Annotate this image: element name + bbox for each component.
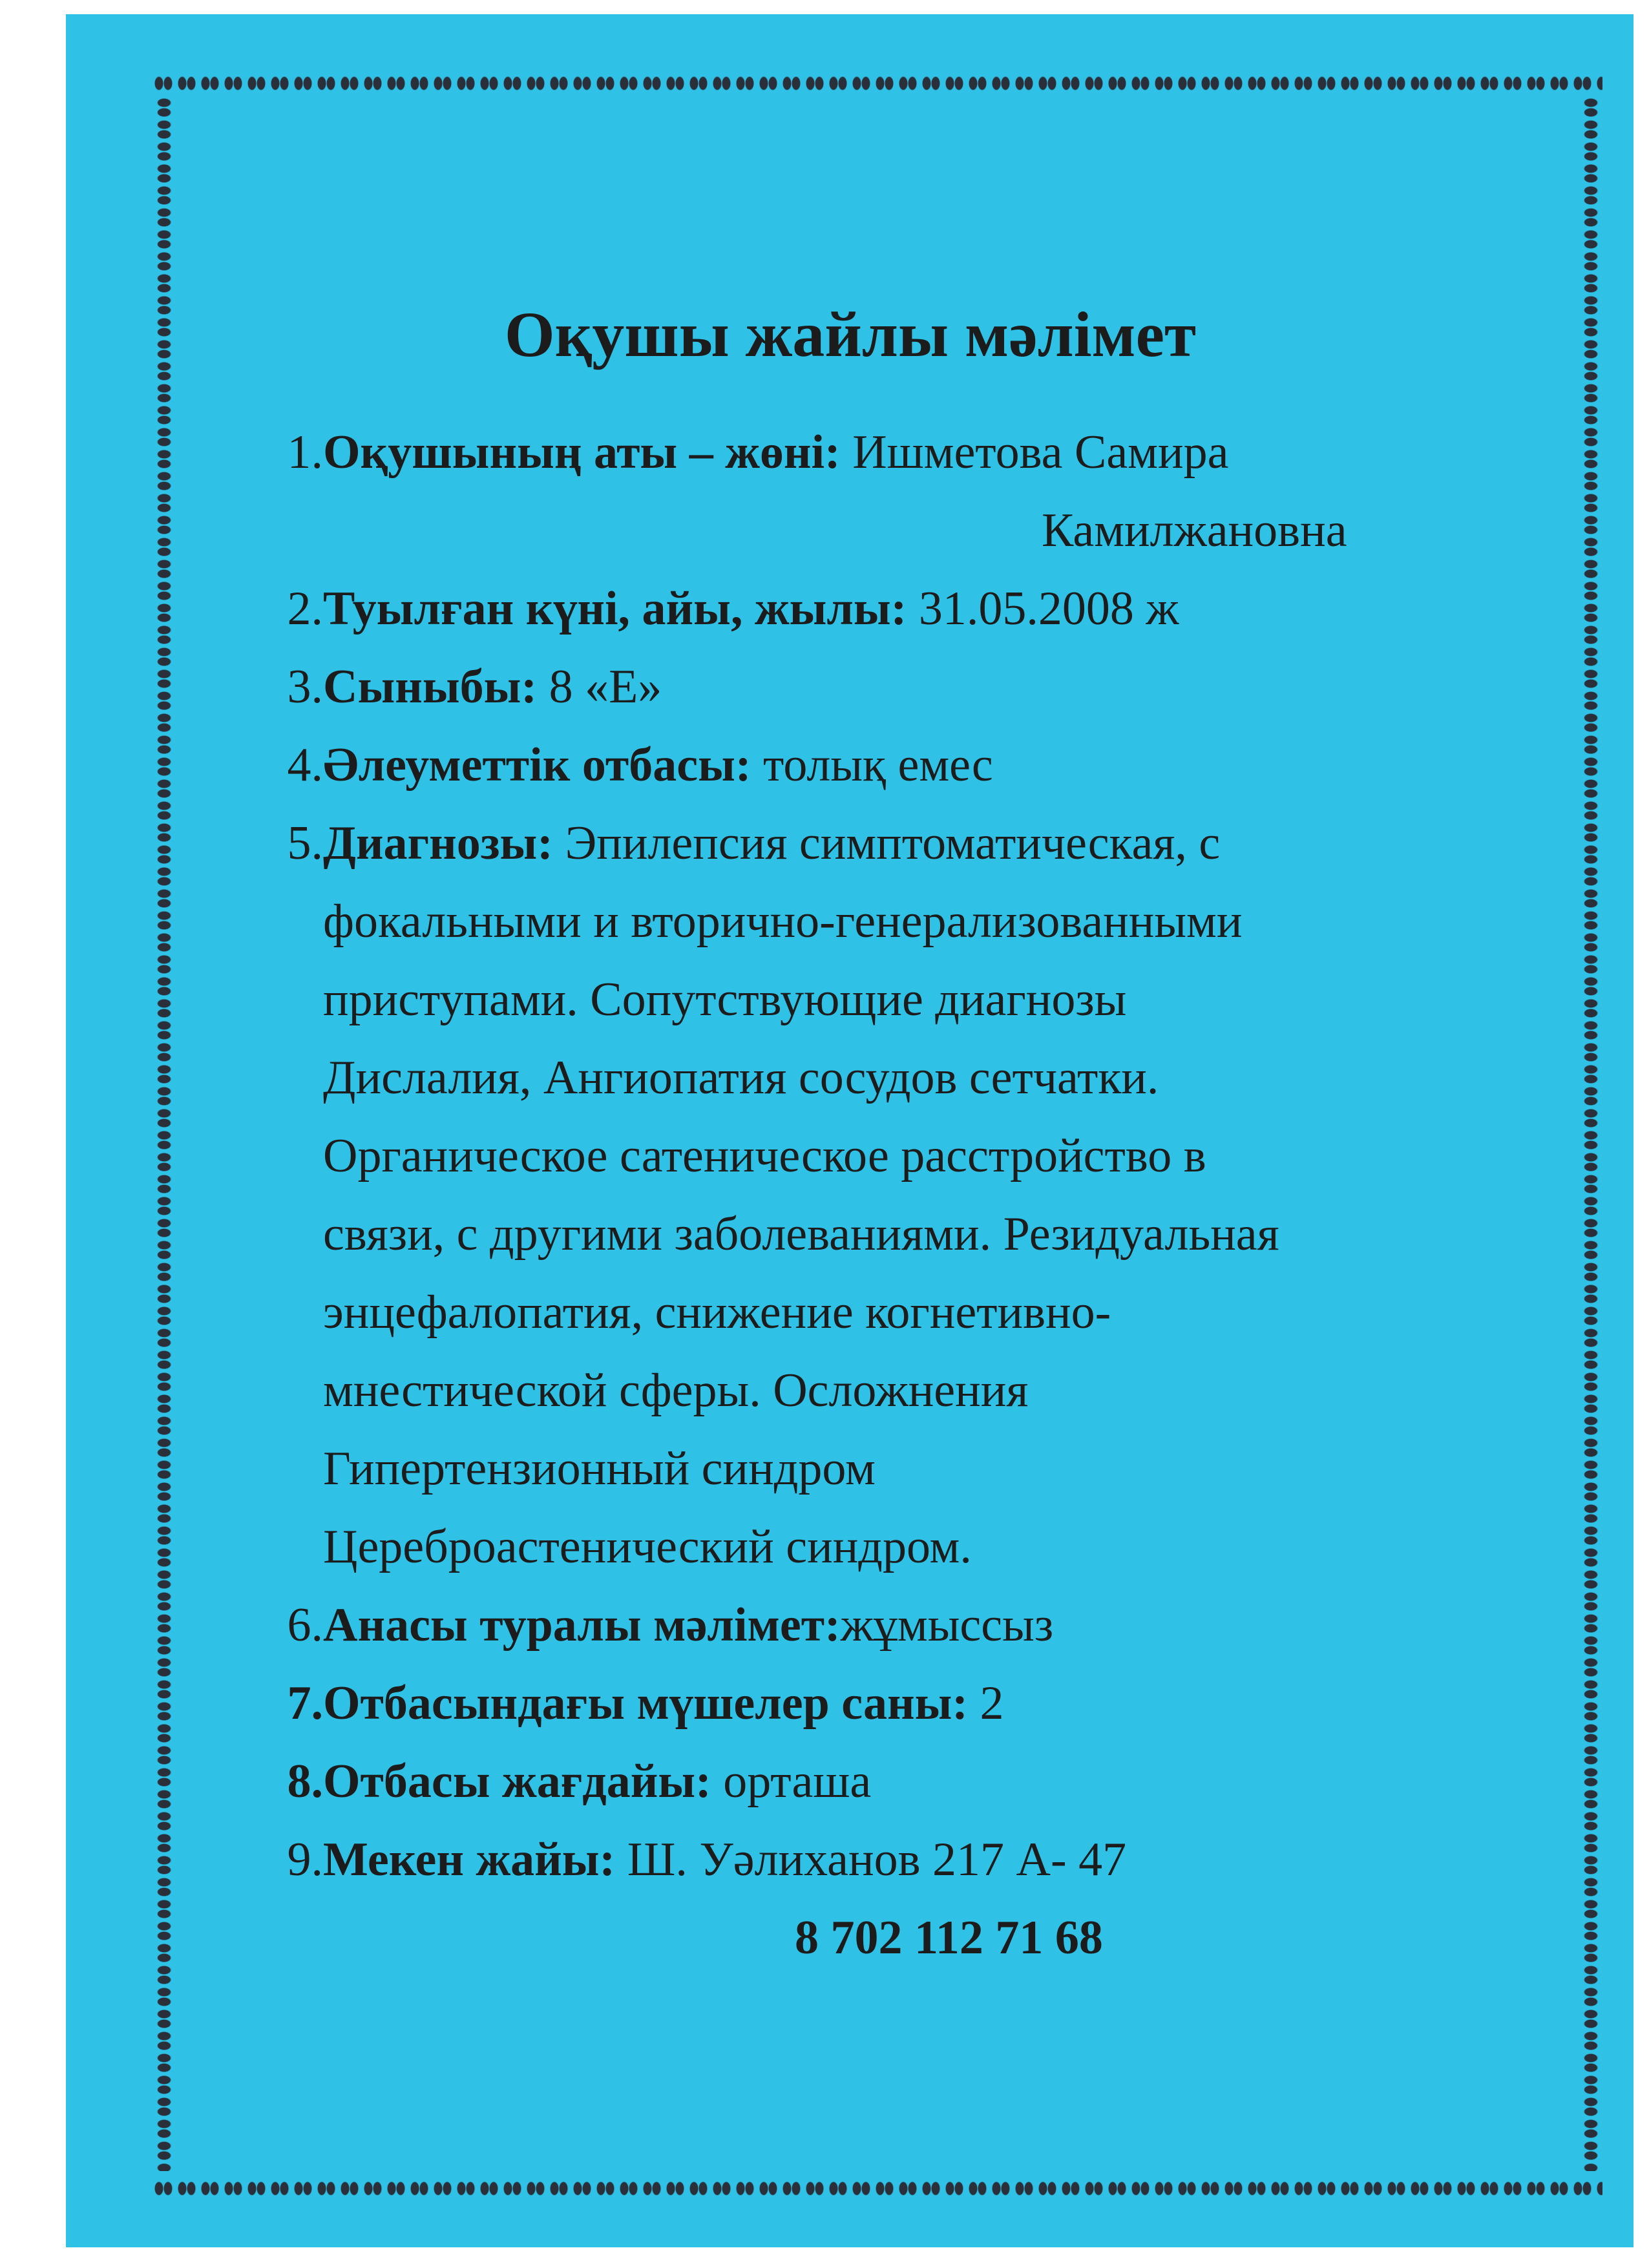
item-number: 8. [287, 1755, 323, 1808]
item-number: 5. [287, 817, 323, 870]
item-value: орташа [711, 1755, 872, 1808]
item-number: 2. [287, 582, 323, 635]
item-value: Ш. Уәлиханов 217 А- 47 [615, 1833, 1127, 1886]
item-value: 8 «Е» [537, 660, 662, 713]
item-label: Отбасы жағдайы: [323, 1755, 711, 1808]
item-number: 6. [287, 1599, 323, 1652]
diagnosis-line: Цереброастенический синдром. [323, 1520, 972, 1573]
item-value: жұмыссыз [840, 1599, 1054, 1652]
item-address [258, 1821, 1551, 1977]
item-value: Ишметова Самира [840, 426, 1229, 479]
item-value: Эпилепсия симптоматическая, с [552, 817, 1221, 870]
item-social-family [258, 726, 1551, 804]
item-value: 31.05.2008 ж [907, 582, 1179, 635]
item-value: толық емес [751, 739, 993, 792]
item-label: Әлеуметтік отбасы: [323, 739, 751, 792]
student-info-list [258, 414, 1551, 1977]
item-birth-date [258, 570, 1551, 648]
item-value-continued: Камилжановна [1042, 504, 1347, 557]
diagnosis-line: Органическое сатеническое расстройство в [323, 1129, 1206, 1182]
item-label: Анасы туралы мәлімет: [323, 1599, 841, 1652]
item-mother-info [258, 1586, 1551, 1664]
phone-number: 8 702 112 71 68 [795, 1911, 1103, 1964]
item-number: 3. [287, 660, 323, 713]
item-diagnosis [258, 804, 1551, 1586]
decorative-border-top [152, 72, 1602, 94]
item-label: Отбасындағы мүшелер саны: [323, 1677, 969, 1730]
decorative-border-right [1579, 97, 1602, 2171]
diagnosis-line: приступами. Сопутствующие диагнозы [323, 973, 1127, 1026]
decorative-border-bottom [152, 2178, 1602, 2200]
page-title: Оқушы жайлы мәлімет [504, 299, 1197, 370]
item-label: Туылған күні, айы, жылы: [323, 582, 907, 635]
item-value: 2 [968, 1677, 1004, 1730]
diagnosis-line: Гипертензионный синдром [323, 1442, 876, 1495]
diagnosis-line: фокальными и вторично-генерализованными [323, 895, 1243, 948]
diagnosis-line: Дислалия, Ангиопатия сосудов сетчатки. [323, 1051, 1159, 1104]
item-number: 4. [287, 739, 323, 792]
item-label: Сыныбы: [323, 660, 538, 713]
item-family-members [258, 1664, 1551, 1743]
item-class [258, 648, 1551, 726]
item-number: 1. [287, 426, 323, 479]
item-number: 9. [287, 1833, 323, 1886]
item-family-condition [258, 1743, 1551, 1821]
diagnosis-line: мнестической сферы. Осложнения [323, 1364, 1029, 1417]
diagnosis-line: энцефалопатия, снижение когнетивно- [323, 1286, 1111, 1339]
item-label: Оқушының аты – жөні: [323, 426, 841, 479]
diagnosis-line: связи, с другими заболеваниями. Резидуальная [323, 1208, 1279, 1261]
item-number: 7. [287, 1677, 323, 1730]
item-label: Мекен жайы: [323, 1833, 616, 1886]
item-student-name [258, 414, 1551, 570]
decorative-border-left [152, 97, 176, 2171]
item-label: Диагнозы: [323, 817, 553, 870]
